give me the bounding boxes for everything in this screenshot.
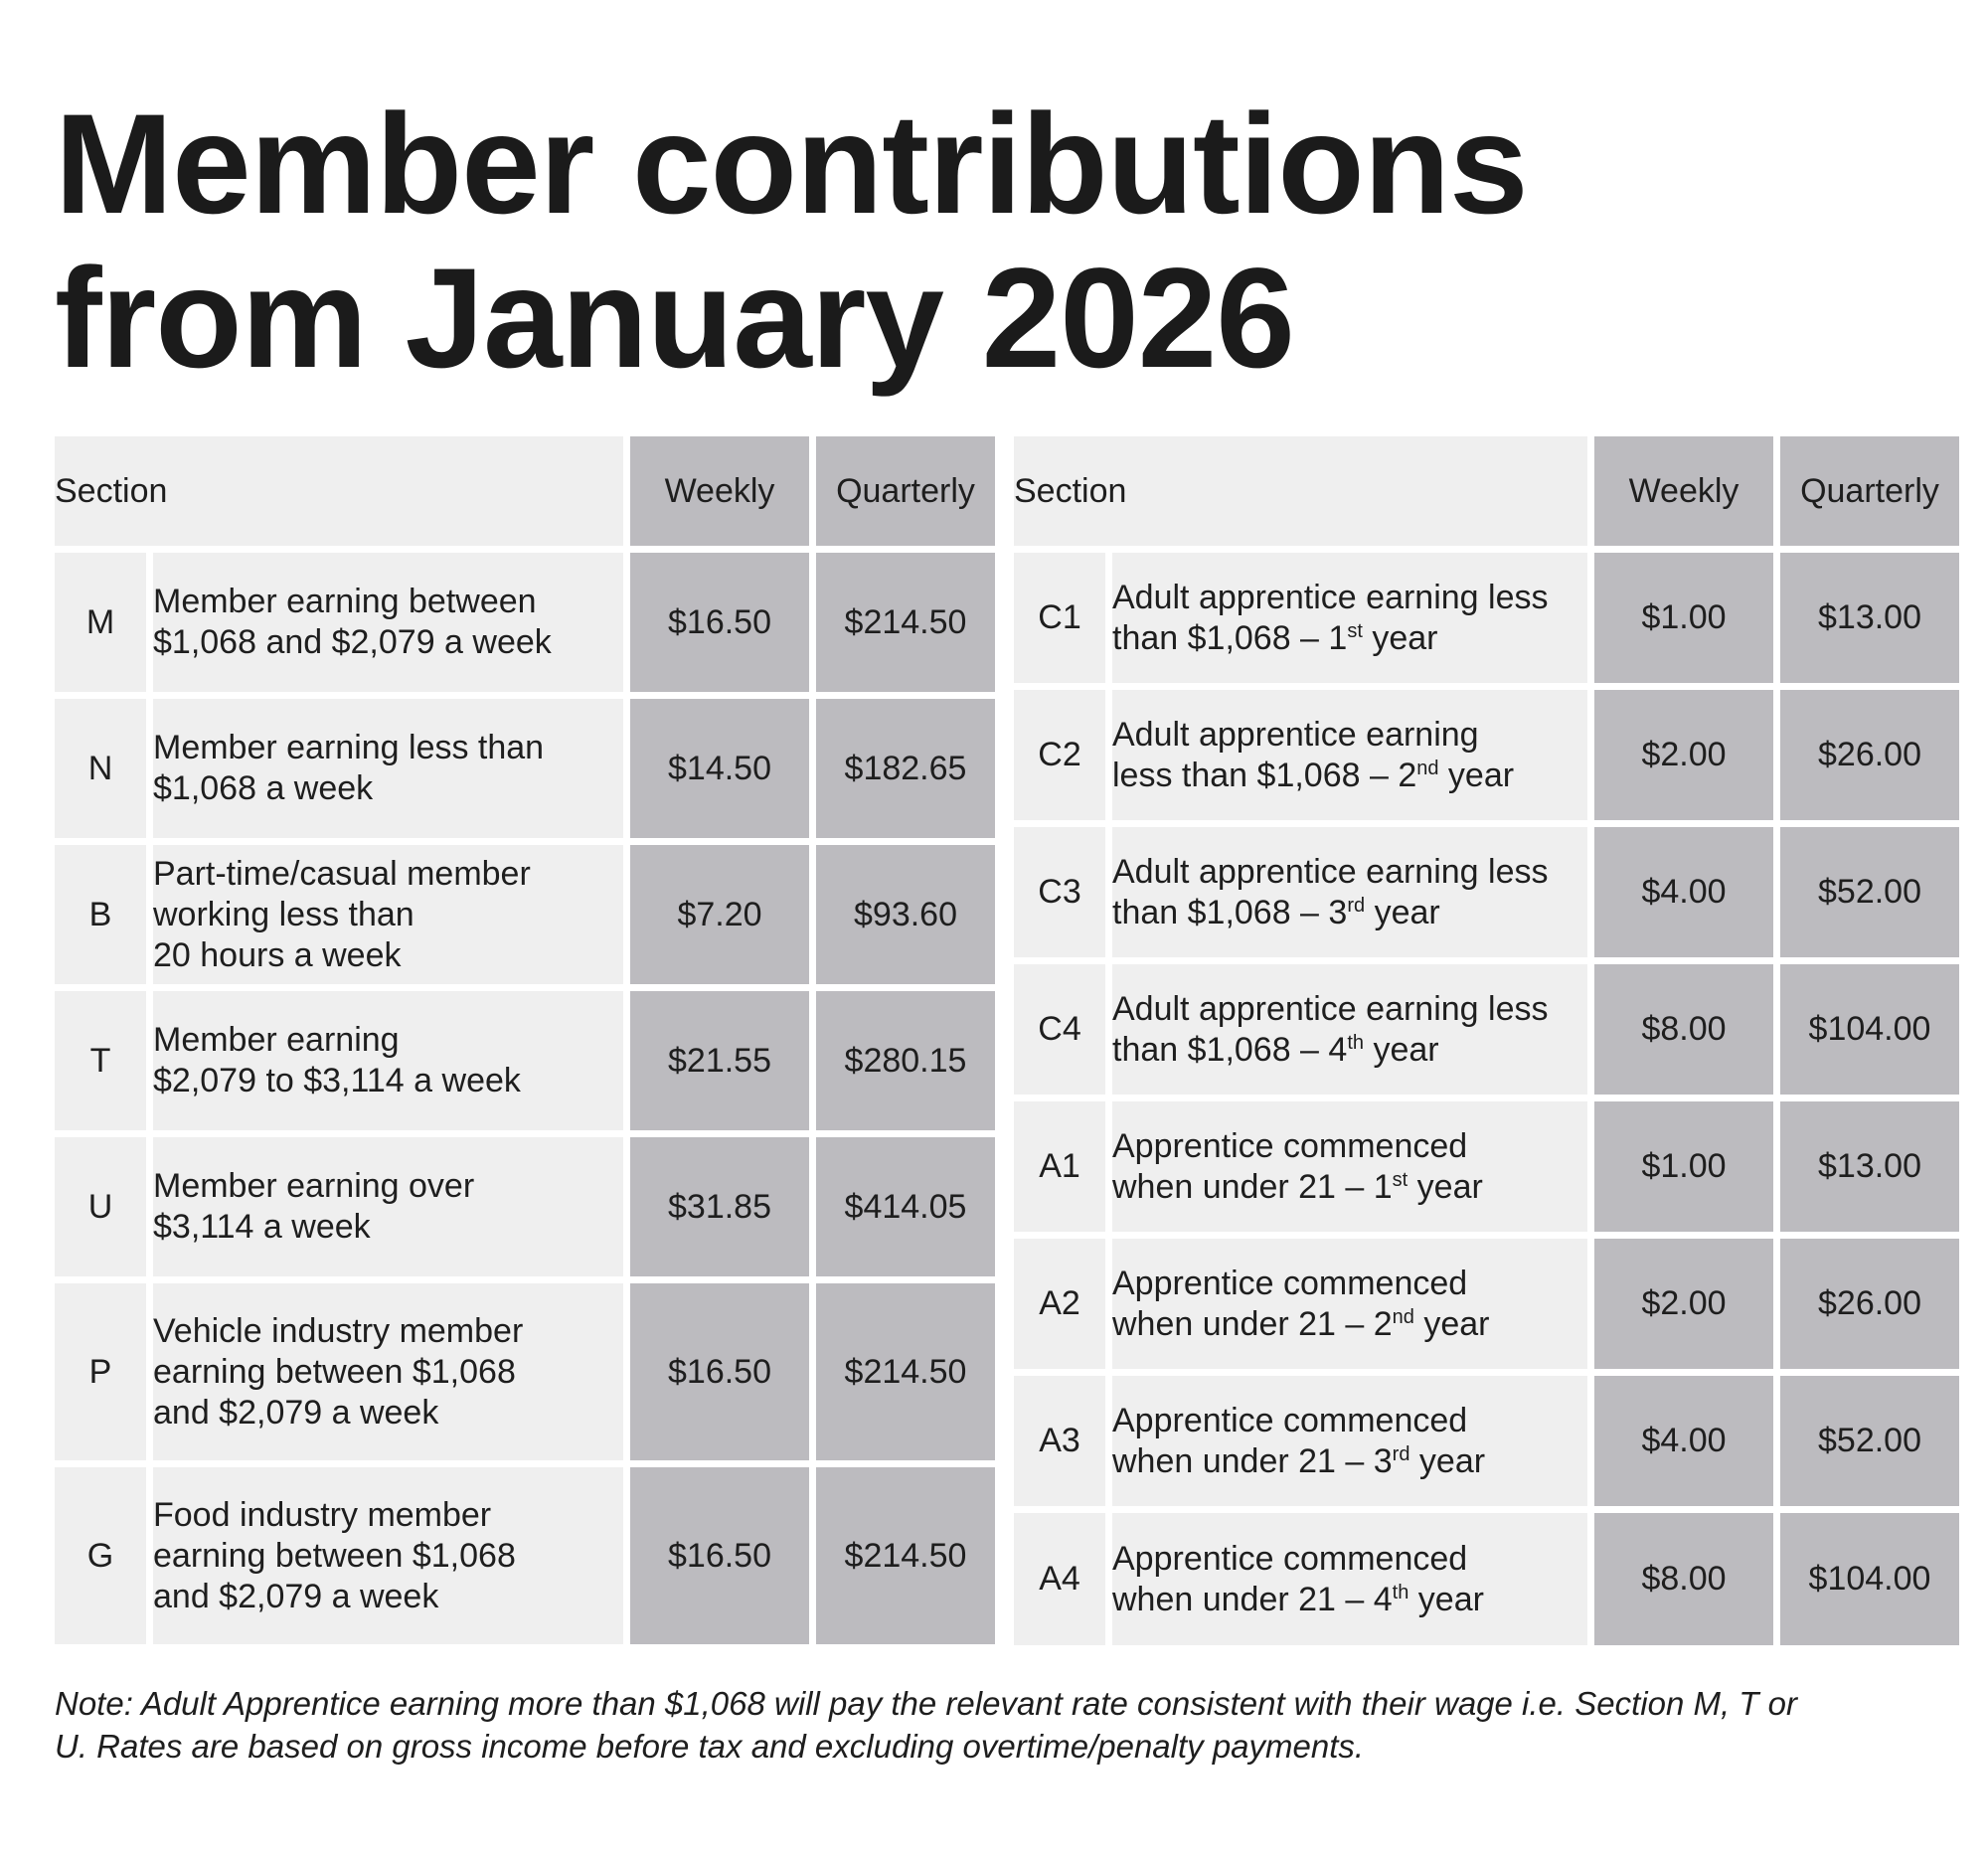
weekly-value: $16.50 xyxy=(630,1283,809,1460)
description-line: and $2,079 a week xyxy=(153,1393,439,1432)
section-description xyxy=(1112,1101,1587,1232)
description-line: less than $1,068 – 2 xyxy=(1112,756,1417,794)
table-row xyxy=(1014,1513,1959,1645)
weekly-value: $16.50 xyxy=(630,553,809,692)
description-line: Member earning xyxy=(153,1021,400,1059)
section-description xyxy=(1112,1239,1587,1369)
section-code: A4 xyxy=(1014,1513,1105,1645)
table-row xyxy=(1014,964,1959,1095)
title-line-2: from January 2026 xyxy=(55,240,1294,398)
quarterly-value: $182.65 xyxy=(816,699,995,838)
weekly-header: Weekly xyxy=(1594,436,1773,546)
description-line: when under 21 – 3 xyxy=(1112,1441,1393,1480)
section-description xyxy=(1112,1376,1587,1506)
table-row xyxy=(1014,1376,1959,1506)
quarterly-value: $52.00 xyxy=(1780,827,1959,957)
section-code: C4 xyxy=(1014,964,1105,1095)
quarterly-header: Quarterly xyxy=(1780,436,1959,546)
description-line: Adult apprentice earning xyxy=(1112,715,1479,754)
description-line: earning between $1,068 xyxy=(153,1352,516,1391)
section-code: A1 xyxy=(1014,1101,1105,1232)
ordinal-suffix: st xyxy=(1392,1168,1408,1191)
weekly-value: $8.00 xyxy=(1594,964,1773,1095)
footnote-line-2: U. Rates are based on gross income before tax and excluding overtime/penalty payments. xyxy=(55,1728,1365,1765)
ordinal-suffix: nd xyxy=(1392,1305,1414,1328)
weekly-value: $21.55 xyxy=(630,991,809,1130)
section-description xyxy=(1112,690,1587,820)
description-line: $3,114 a week xyxy=(153,1208,371,1246)
section-code: M xyxy=(55,553,146,692)
description-line: Part-time/casual member xyxy=(153,854,531,893)
description-line: Apprentice commenced xyxy=(1112,1401,1468,1439)
description-line: 20 hours a week xyxy=(153,935,402,974)
weekly-value: $2.00 xyxy=(1594,1239,1773,1369)
section-code: P xyxy=(55,1283,146,1460)
ordinal-suffix: rd xyxy=(1392,1442,1410,1465)
weekly-value: $14.50 xyxy=(630,699,809,838)
year-label: year xyxy=(1362,618,1438,657)
section-code: T xyxy=(55,991,146,1130)
section-code: N xyxy=(55,699,146,838)
year-label: year xyxy=(1364,1030,1439,1069)
table-row xyxy=(55,845,995,984)
description-line: Apprentice commenced xyxy=(1112,1264,1468,1302)
quarterly-value: $93.60 xyxy=(816,845,995,984)
weekly-value: $1.00 xyxy=(1594,1101,1773,1232)
year-label: year xyxy=(1438,756,1515,794)
section-code: C3 xyxy=(1014,827,1105,957)
weekly-value: $4.00 xyxy=(1594,827,1773,957)
section-description xyxy=(1112,827,1587,957)
year-label: year xyxy=(1413,1304,1490,1343)
description-line: when under 21 – 2 xyxy=(1112,1304,1393,1343)
section-code: G xyxy=(55,1467,146,1644)
quarterly-value: $104.00 xyxy=(1780,964,1959,1095)
weekly-value: $1.00 xyxy=(1594,553,1773,683)
quarterly-value: $13.00 xyxy=(1780,553,1959,683)
table-header-row xyxy=(55,436,995,546)
description-line: Adult apprentice earning less xyxy=(1112,989,1549,1028)
quarterly-value: $26.00 xyxy=(1780,1239,1959,1369)
ordinal-suffix: th xyxy=(1392,1581,1409,1603)
ordinal-suffix: rd xyxy=(1347,894,1366,917)
right-contributions-table xyxy=(1007,429,1966,1652)
section-code: A2 xyxy=(1014,1239,1105,1369)
table-header-row xyxy=(1014,436,1959,546)
year-label: year xyxy=(1408,1580,1484,1618)
weekly-value: $31.85 xyxy=(630,1137,809,1276)
description-line: $1,068 and $2,079 a week xyxy=(153,623,552,661)
description-line: when under 21 – 4 xyxy=(1112,1580,1393,1618)
quarterly-value: $280.15 xyxy=(816,991,995,1130)
quarterly-value: $414.05 xyxy=(816,1137,995,1276)
year-label: year xyxy=(1409,1441,1486,1480)
footnote-line-1: Note: Adult Apprentice earning more than $1,068 will pay the relevant rate consistent with their wage i.e. Section M, T or xyxy=(55,1685,1797,1722)
table-row xyxy=(55,1137,995,1276)
table-row xyxy=(1014,827,1959,957)
table-row xyxy=(1014,1101,1959,1232)
quarterly-value: $13.00 xyxy=(1780,1101,1959,1232)
footnote xyxy=(55,1682,1923,1768)
description-line: Adult apprentice earning less xyxy=(1112,578,1549,616)
description-line: $1,068 a week xyxy=(153,769,374,807)
section-header: Section xyxy=(55,436,623,546)
section-description xyxy=(1112,1513,1587,1645)
description-line: working less than xyxy=(153,895,414,933)
description-line: earning between $1,068 xyxy=(153,1536,516,1575)
ordinal-suffix: nd xyxy=(1416,757,1439,779)
year-label: year xyxy=(1365,893,1440,931)
weekly-header: Weekly xyxy=(630,436,809,546)
quarterly-value: $214.50 xyxy=(816,1467,995,1644)
section-description xyxy=(153,991,623,1130)
quarterly-value: $104.00 xyxy=(1780,1513,1959,1645)
ordinal-suffix: st xyxy=(1347,619,1363,642)
quarterly-value: $52.00 xyxy=(1780,1376,1959,1506)
section-description xyxy=(153,845,623,984)
table-row xyxy=(55,1467,995,1644)
section-description xyxy=(153,1137,623,1276)
page-title xyxy=(55,87,1528,396)
description-line: Apprentice commenced xyxy=(1112,1539,1468,1578)
description-line: Food industry member xyxy=(153,1495,492,1534)
weekly-value: $4.00 xyxy=(1594,1376,1773,1506)
left-contributions-table xyxy=(48,429,1002,1651)
title-line-1: Member contributions xyxy=(55,85,1528,244)
description-line: Adult apprentice earning less xyxy=(1112,852,1549,891)
quarterly-value: $26.00 xyxy=(1780,690,1959,820)
weekly-value: $8.00 xyxy=(1594,1513,1773,1645)
section-description xyxy=(153,1283,623,1460)
quarterly-value: $214.50 xyxy=(816,553,995,692)
section-code: A3 xyxy=(1014,1376,1105,1506)
description-line: when under 21 – 1 xyxy=(1112,1167,1393,1206)
description-line: Vehicle industry member xyxy=(153,1311,524,1350)
table-row xyxy=(55,553,995,692)
ordinal-suffix: th xyxy=(1347,1031,1365,1054)
section-description xyxy=(153,1467,623,1644)
description-line: than $1,068 – 1 xyxy=(1112,618,1348,657)
description-line: Member earning less than xyxy=(153,729,545,766)
description-line: $2,079 to $3,114 a week xyxy=(153,1062,521,1099)
section-description xyxy=(1112,553,1587,683)
table-row xyxy=(1014,690,1959,820)
section-code: U xyxy=(55,1137,146,1276)
section-code: C1 xyxy=(1014,553,1105,683)
table-row xyxy=(55,1283,995,1460)
weekly-value: $2.00 xyxy=(1594,690,1773,820)
quarterly-value: $214.50 xyxy=(816,1283,995,1460)
section-description xyxy=(153,699,623,838)
description-line: than $1,068 – 3 xyxy=(1112,893,1348,931)
description-line: Member earning between xyxy=(153,583,537,620)
weekly-value: $7.20 xyxy=(630,845,809,984)
quarterly-header: Quarterly xyxy=(816,436,995,546)
section-description xyxy=(1112,964,1587,1095)
section-description xyxy=(153,553,623,692)
description-line: and $2,079 a week xyxy=(153,1577,439,1615)
section-header: Section xyxy=(1014,436,1587,546)
table-row xyxy=(55,699,995,838)
weekly-value: $16.50 xyxy=(630,1467,809,1644)
table-row xyxy=(1014,553,1959,683)
section-code: C2 xyxy=(1014,690,1105,820)
table-row xyxy=(1014,1239,1959,1369)
description-line: Apprentice commenced xyxy=(1112,1126,1468,1165)
year-label: year xyxy=(1408,1167,1483,1206)
description-line: than $1,068 – 4 xyxy=(1112,1030,1348,1069)
description-line: Member earning over xyxy=(153,1167,475,1205)
section-code: B xyxy=(55,845,146,984)
table-row xyxy=(55,991,995,1130)
